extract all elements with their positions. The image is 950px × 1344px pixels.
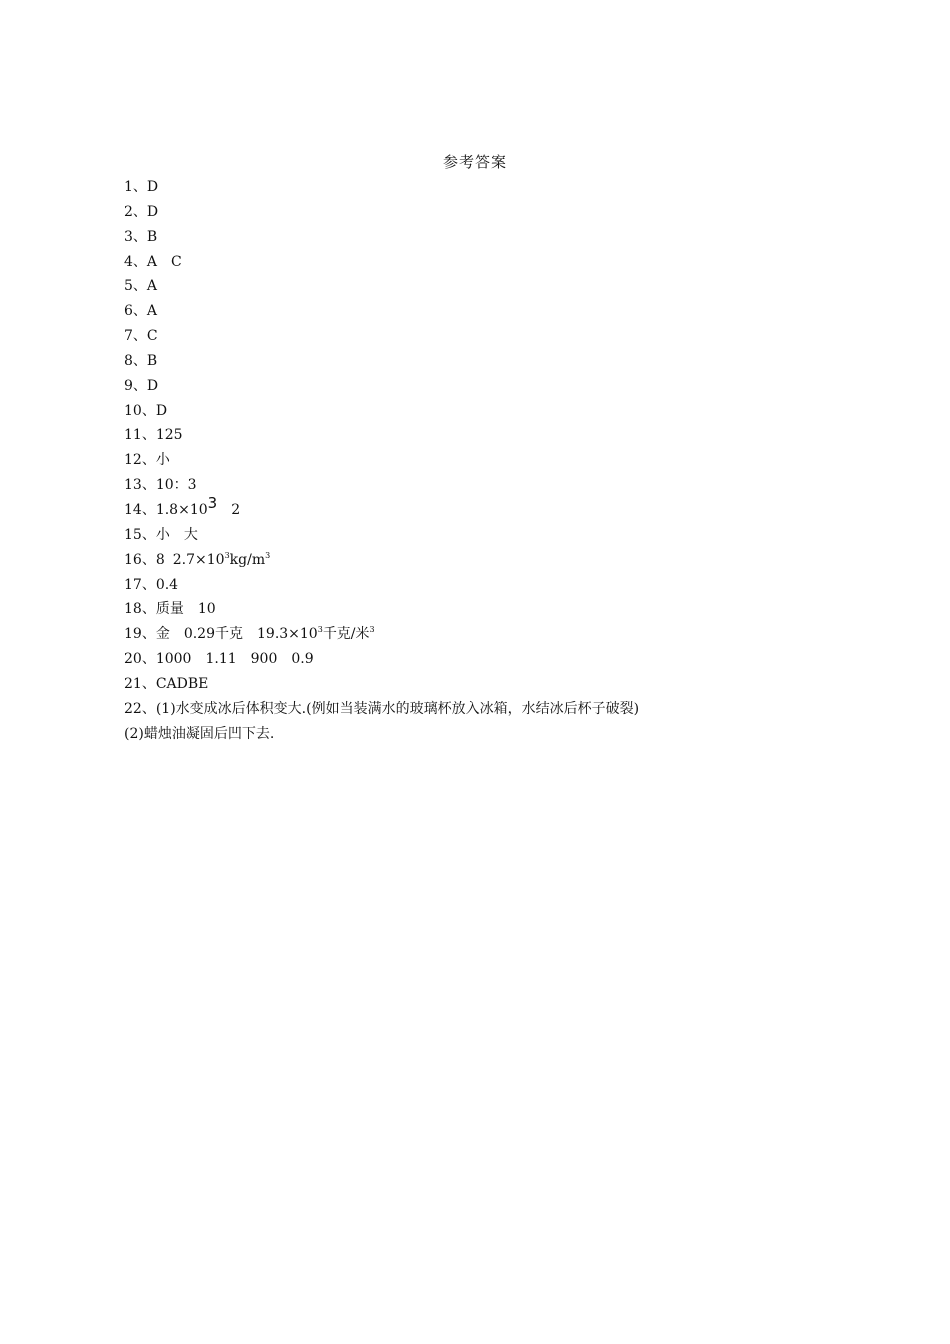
answer-10: 10、D xyxy=(124,402,168,419)
answer-22: 22、(1)水变成冰后体积变大.(例如当装满水的玻璃杯放入冰箱，水结冰后杯子破裂) xyxy=(124,700,640,717)
answer-13: 13、10：3 xyxy=(124,477,197,494)
answer-1: 1、D xyxy=(124,179,159,195)
answer-21: 21、CADBE xyxy=(124,675,209,692)
answer-12: 12、小 xyxy=(124,452,170,469)
answer-5: 5、A xyxy=(124,278,158,295)
answer-list xyxy=(124,175,844,746)
answer-2: 2、D xyxy=(124,203,159,220)
page-title: 参考答案 xyxy=(442,153,507,171)
answer-19: 19、金 0.29千克 $19.3\times 10^3$千克/米$^3$ xyxy=(124,625,375,643)
answer-9: 9、D xyxy=(124,377,159,394)
answer-18: 18、质量 10 xyxy=(124,601,216,618)
answer-11: 11、125 xyxy=(124,427,183,444)
answer-20: 20、1000 1.11 900 0.9 xyxy=(124,651,314,668)
answer-22-continued: (2)蜡烛油凝固后凹下去. xyxy=(124,725,275,742)
answer-14: 14、$1.8\times 10^3$ 2 xyxy=(124,493,241,518)
answer-17: 17、0.4 xyxy=(124,576,179,593)
answer-3: 3、B xyxy=(124,228,158,245)
answer-15: 15、小 大 xyxy=(124,526,198,543)
answer-7: 7、C xyxy=(124,328,158,345)
answer-6: 6、A xyxy=(124,303,158,320)
answer-16: 16、8 $2.7\times 10^3kg/m^3$ xyxy=(124,550,271,568)
answer-8: 8、B xyxy=(124,352,158,369)
answer-4: 4、A C xyxy=(124,253,182,270)
